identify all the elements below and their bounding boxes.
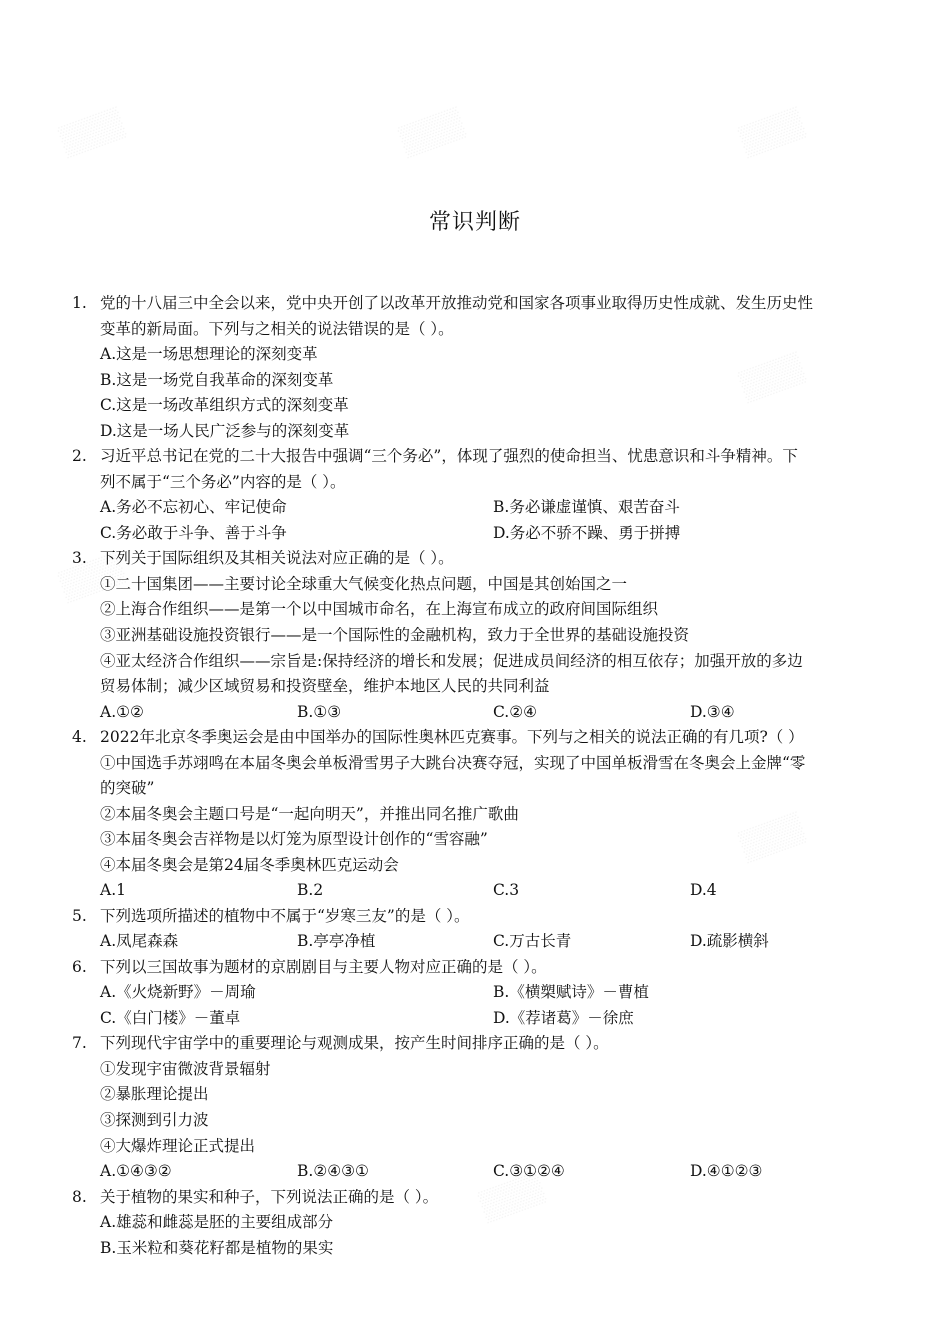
option-a: A.《火烧新野》－周瑜 bbox=[100, 983, 256, 1001]
option-a: A.务必不忘初心、牢记使命 bbox=[100, 498, 287, 516]
option-c: C.③①②④ bbox=[493, 1162, 565, 1180]
option-b: B.务必谦虚谨慎、艰苦奋斗 bbox=[493, 498, 680, 516]
question-stem: 关于植物的果实和种子，下列说法正确的是（ ）。 bbox=[100, 1188, 439, 1206]
option-d: D.疏影横斜 bbox=[690, 932, 769, 950]
option-d: D.4 bbox=[690, 881, 717, 899]
watermark bbox=[736, 350, 808, 404]
statement-item: ②上海合作组织——是第一个以中国城市命名，在上海宣布成立的政府间国际组织 bbox=[100, 600, 659, 618]
statement-item: ①二十国集团——主要讨论全球重大气候变化热点问题，中国是其创始国之一 bbox=[100, 575, 628, 593]
option-b: B.亭亭净植 bbox=[297, 932, 376, 950]
question-number: 7. bbox=[72, 1034, 87, 1052]
question-stem: 党的十八届三中全会以来，党中央开创了以改革开放推动党和国家各项事业取得历史性成就、发生历史性 bbox=[100, 294, 814, 312]
watermark bbox=[736, 810, 808, 864]
statement-item: ③探测到引力波 bbox=[100, 1111, 209, 1129]
watermark bbox=[396, 105, 468, 159]
statement-item: 贸易体制；减少区域贸易和投资壁垒，维护本地区人民的共同利益 bbox=[100, 677, 550, 695]
option-d: D.③④ bbox=[690, 703, 735, 721]
option-a: A.这是一场思想理论的深刻变革 bbox=[100, 345, 318, 363]
option-c: C.②④ bbox=[493, 703, 538, 721]
question-stem: 变革的新局面。下列与之相关的说法错误的是（ ）。 bbox=[100, 320, 454, 338]
question-stem: 列不属于“三个务必”内容的是（ ）。 bbox=[100, 473, 346, 491]
question-number: 2. bbox=[72, 447, 87, 465]
question-stem: 下列以三国故事为题材的京剧剧目与主要人物对应正确的是（ ）。 bbox=[100, 958, 547, 976]
watermark bbox=[736, 105, 808, 159]
option-d: D.务必不骄不躁、勇于拼搏 bbox=[493, 524, 681, 542]
statement-item: ①发现宇宙微波背景辐射 bbox=[100, 1060, 271, 1078]
option-d: D.这是一场人民广泛参与的深刻变革 bbox=[100, 422, 350, 440]
statement-item: ④本届冬奥会是第24届冬季奥林匹克运动会 bbox=[100, 856, 399, 874]
question-stem: 下列选项所描述的植物中不属于“岁寒三友”的是（ ）。 bbox=[100, 907, 470, 925]
question-stem: 下列关于国际组织及其相关说法对应正确的是（ ）。 bbox=[100, 549, 454, 567]
question-number: 6. bbox=[72, 958, 87, 976]
option-c: C.《白门楼》－董卓 bbox=[100, 1009, 241, 1027]
option-c: C.3 bbox=[493, 881, 520, 899]
question-stem: 2022年北京冬季奥运会是由中国举办的国际性奥林匹克赛事。下列与之相关的说法正确的有几项?（ ） bbox=[100, 728, 804, 746]
question-number: 1. bbox=[72, 294, 87, 312]
option-a: A.①② bbox=[100, 703, 144, 721]
option-d: D.④①②③ bbox=[690, 1162, 763, 1180]
question-stem: 下列现代宇宙学中的重要理论与观测成果，按产生时间排序正确的是（ ）。 bbox=[100, 1034, 609, 1052]
option-b: B.②④③① bbox=[297, 1162, 369, 1180]
question-number: 4. bbox=[72, 728, 87, 746]
page-title: 常识判断 bbox=[428, 210, 521, 235]
option-b: B.这是一场党自我革命的深刻变革 bbox=[100, 371, 334, 389]
option-c: C.务必敢于斗争、善于斗争 bbox=[100, 524, 287, 542]
option-b: B.①③ bbox=[297, 703, 342, 721]
statement-item: ②本届冬奥会主题口号是“一起向明天”，并推出同名推广歌曲 bbox=[100, 805, 519, 823]
question-stem: 习近平总书记在党的二十大报告中强调“三个务必”，体现了强烈的使命担当、忧患意识和斗争精神。下 bbox=[100, 447, 798, 465]
statement-item: ④大爆炸理论正式提出 bbox=[100, 1137, 256, 1155]
option-b: B.《横槊赋诗》－曹植 bbox=[493, 983, 649, 1001]
watermark bbox=[56, 105, 128, 159]
option-a: A.凤尾森森 bbox=[100, 932, 179, 950]
question-number: 5. bbox=[72, 907, 87, 925]
option-a: A.1 bbox=[100, 881, 126, 899]
option-b: B.2 bbox=[297, 881, 324, 899]
option-a: A.①④③② bbox=[100, 1162, 172, 1180]
option-c: C.这是一场改革组织方式的深刻变革 bbox=[100, 396, 349, 414]
statement-item: ①中国选手苏翊鸣在本届冬奥会单板滑雪男子大跳台决赛夺冠，实现了中国单板滑雪在冬奥会上金牌“零 bbox=[100, 754, 806, 772]
option-b: B.玉米粒和葵花籽都是植物的果实 bbox=[100, 1239, 334, 1257]
option-a: A.雄蕊和雌蕊是胚的主要组成部分 bbox=[100, 1213, 334, 1231]
question-number: 3. bbox=[72, 549, 87, 567]
statement-item: ②暴胀理论提出 bbox=[100, 1085, 209, 1103]
statement-item: ④亚太经济合作组织——宗旨是:保持经济的增长和发展；促进成员间经济的相互依存；加强开放的多边 bbox=[100, 652, 803, 670]
option-d: D.《荐诸葛》－徐庶 bbox=[493, 1009, 634, 1027]
statement-item: ③本届冬奥会吉祥物是以灯笼为原型设计创作的“雪容融” bbox=[100, 830, 488, 848]
statement-item: 的突破” bbox=[100, 779, 155, 797]
statement-item: ③亚洲基础设施投资银行——是一个国际性的金融机构，致力于全世界的基础设施投资 bbox=[100, 626, 690, 644]
question-number: 8. bbox=[72, 1188, 87, 1206]
option-c: C.万古长青 bbox=[493, 932, 572, 950]
